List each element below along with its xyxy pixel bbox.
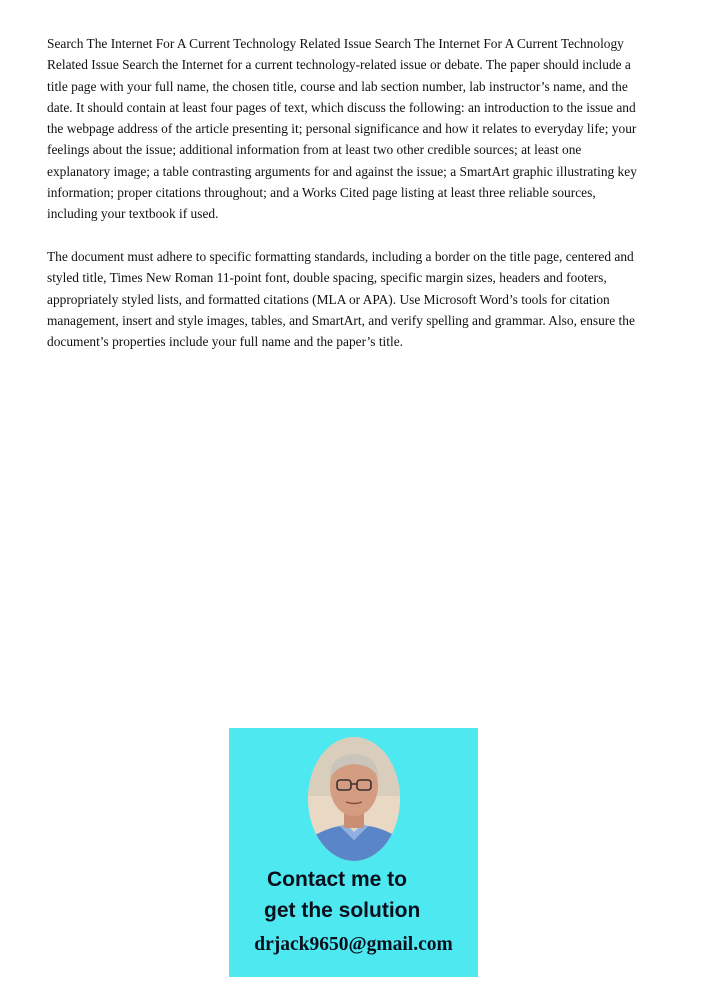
portrait-photo-icon: [306, 736, 402, 862]
document-body: [47, 33, 647, 374]
contact-promo-image: [229, 728, 478, 977]
contact-heading-line-1: Contact me to: [267, 868, 408, 891]
contact-email: drjack9650@gmail.com: [254, 934, 453, 955]
paragraph-2: The document must adhere to specific formatting standards, including a border on the title page, centered and styled title, Times New Roman 11-point font, double spacing, specific margin sizes, headers and footers, appropriately styled lists, and formatted citations (MLA or APA). Use Microsoft Word’s tools for citation management, insert and style images, tables, and SmartArt, and verify spelling and grammar. Also, ensure the document’s properties include your full name and the paper’s title.: [47, 249, 635, 350]
paragraph-1: Search The Internet For A Current Technology Related Issue Search The Internet For A Current Technology Related Issue Search the Internet for a current technology-related issue or debate. The paper should include a title page with your full name, the chosen title, course and lab section number, lab instructor’s name, and the date. It should contain at least four pages of text, which discuss the following: an introduction to the issue and the webpage address of the article presenting it; personal significance and how it relates to everyday life; your feelings about the issue; additional information from at least two other credible sources; at least one explanatory image; a table contrasting arguments for and against the issue; a SmartArt graphic illustrating key information; proper citations throughout; and a Works Cited page listing at least three reliable sources, including your textbook if used.: [47, 36, 637, 222]
contact-heading-line-2: get the solution: [264, 899, 421, 922]
